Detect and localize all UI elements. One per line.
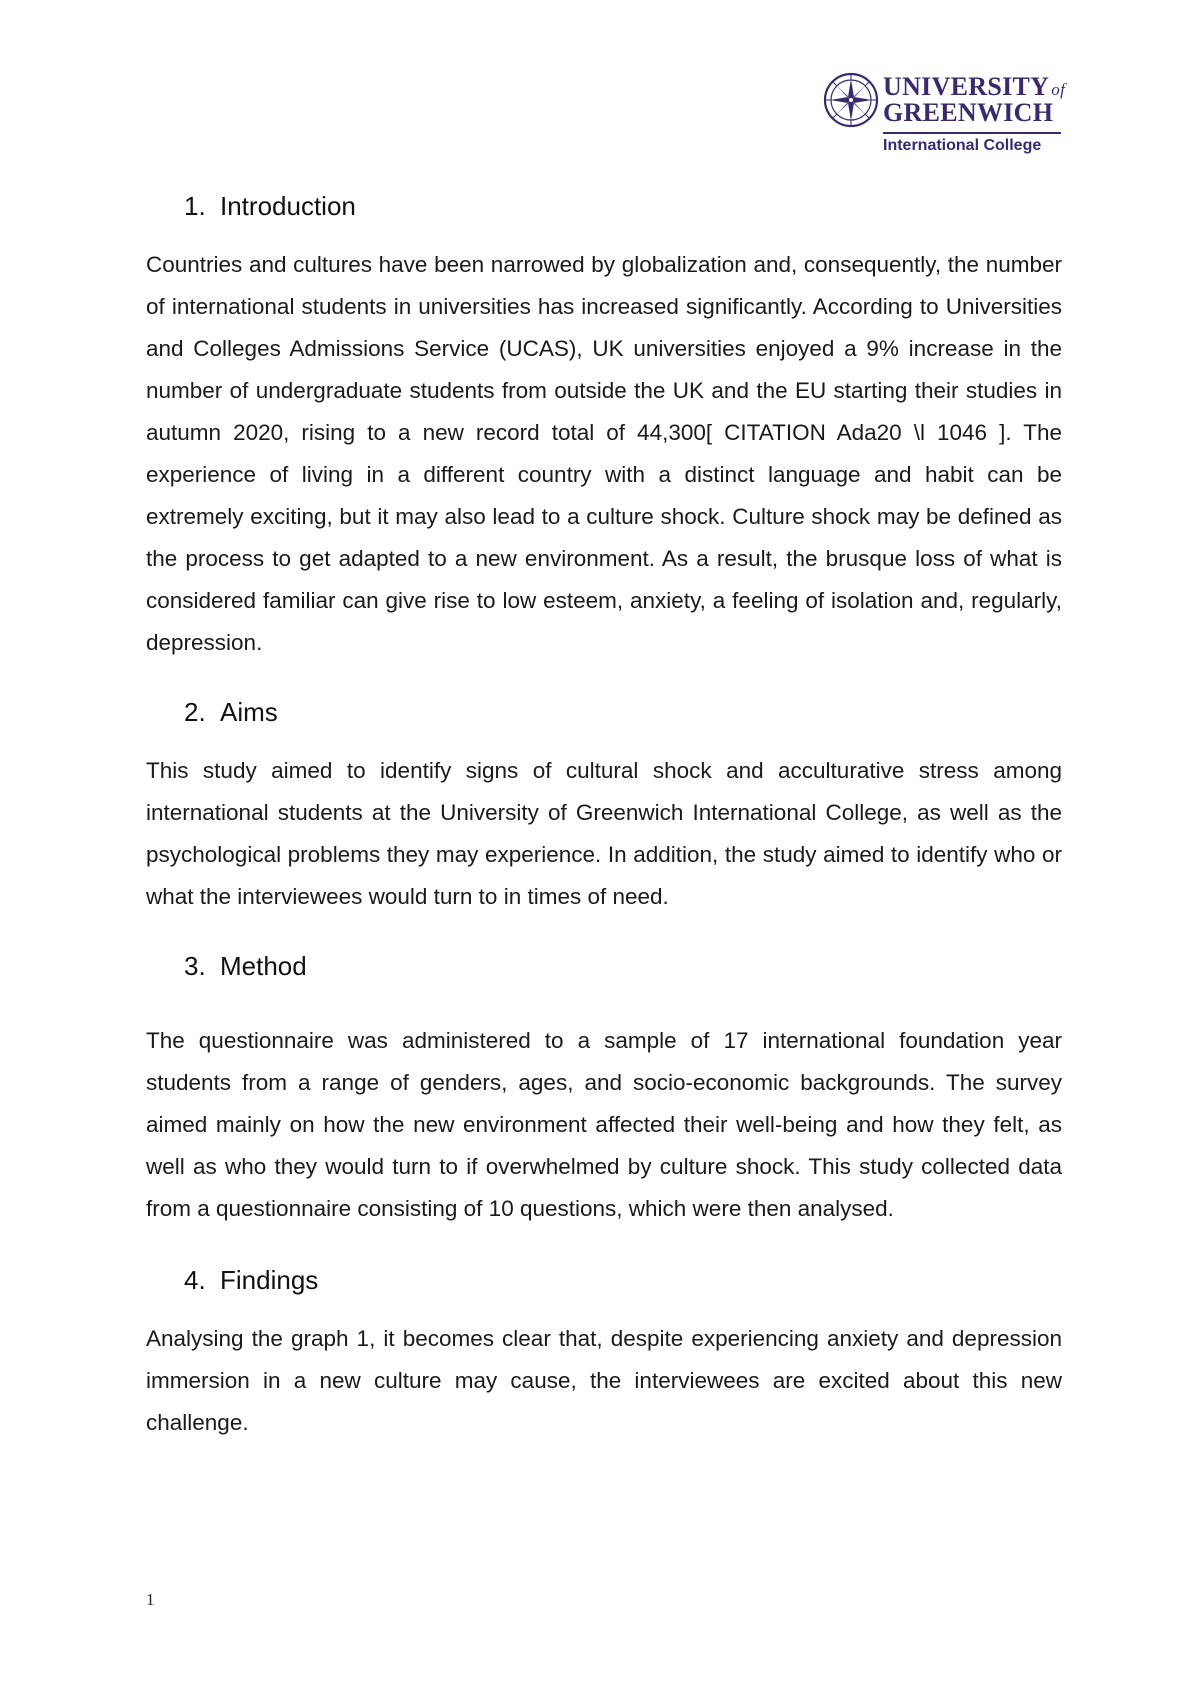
section-body-findings: Analysing the graph 1, it becomes clear that, despite experiencing anxiety and depression immersion in a new culture may cause, the interviewees are excited about this new challenge. [146,1326,1062,1435]
logo-divider [883,132,1061,134]
logo-subtitle: International College [883,137,1042,154]
section-number: 4. [184,1265,206,1295]
section-body-aims: This study aimed to identify signs of cultural shock and acculturative stress among international students at the University of Greenwich International College, as well as the psychological problems they may experience. In addition, the study aimed to identify who or what the interviewees would turn to in times of need. [146,758,1062,909]
section-number: 2. [184,697,206,727]
page-number: 1 [146,1590,155,1609]
section-number: 3. [184,951,206,981]
logo-of-text: of [1051,80,1066,99]
section-body-method: The questionnaire was administered to a sample of 17 international foundation year students from a range of genders, ages, and socio-economic backgrounds. The survey aimed mainly on how the new environment affected their well-being and how they felt, as well as who they would turn to if overwhelmed by culture shock. This study collected data from a questionnaire consisting of 10 questions, which were then analysed. [146,1028,1062,1221]
compass-emblem-icon [823,72,879,128]
section-body-introduction: Countries and cultures have been narrowed by globalization and, consequently, the number of international students in universities has increased significantly. According to Universities and Colleges Admissions Service (UCAS), UK universities enjoyed a 9% increase in the number of undergraduate students from outside the UK and the EU starting their studies in autumn 2020, rising to a new record total of 44,300[ CITATION Ada20 \l 1046 ]. The experience of living in a different country with a distinct language and habit can be extremely exciting, but it may also lead to a culture shock. Culture shock may be defined as the process to get adapted to a new environment. As a result, the brusque loss of what is considered familiar can give rise to low esteem, anxiety, a feeling of isolation and, regularly, depression. [146,252,1062,655]
section-heading-findings [146,1262,1062,1298]
section-title: Aims [220,697,278,727]
section-title: Method [220,951,307,981]
logo-university-text: UNIVERSITY of [883,72,1066,101]
document-body [146,188,1062,1444]
section-title: Findings [220,1265,319,1295]
section-heading-method [146,948,1062,984]
section-number: 1. [184,191,206,221]
section-heading-aims [146,694,1062,730]
section-title: Introduction [220,191,356,221]
section-heading-introduction [146,188,1062,224]
logo-greenwich-text: GREENWICH [883,98,1054,127]
university-logo [823,70,1066,170]
